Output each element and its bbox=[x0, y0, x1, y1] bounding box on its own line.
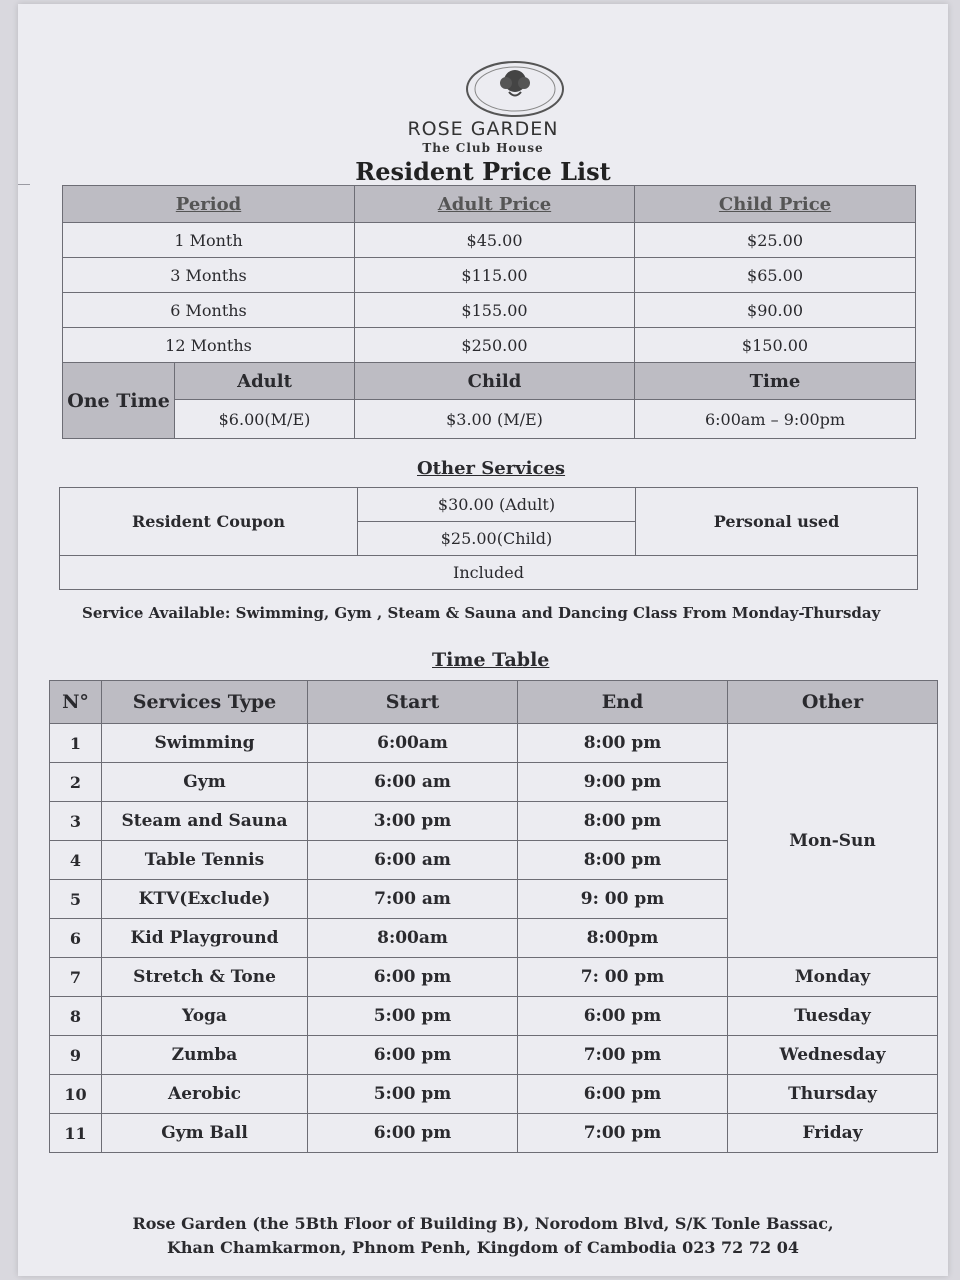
row-number: 3 bbox=[50, 802, 102, 841]
other-day: Wednesday bbox=[728, 1036, 938, 1075]
row-number: 11 bbox=[50, 1114, 102, 1153]
period-cell: 6 Months bbox=[63, 293, 355, 328]
header-end: End bbox=[518, 681, 728, 724]
price-header-row bbox=[63, 186, 916, 223]
included-cell: Included bbox=[60, 556, 918, 590]
header-start: Start bbox=[308, 681, 518, 724]
page-title: Resident Price List bbox=[355, 157, 611, 186]
one-time-adult-header: Adult bbox=[175, 363, 355, 400]
adult-price-cell: $250.00 bbox=[355, 328, 635, 363]
table-row bbox=[50, 1075, 938, 1114]
period-cell: 3 Months bbox=[63, 258, 355, 293]
row-number: 7 bbox=[50, 958, 102, 997]
one-time-time-header: Time bbox=[635, 363, 916, 400]
start-time: 8:00am bbox=[308, 919, 518, 958]
price-row bbox=[63, 258, 916, 293]
start-time: 6:00 am bbox=[308, 763, 518, 802]
start-time: 6:00 pm bbox=[308, 958, 518, 997]
one-time-value-row bbox=[63, 400, 916, 439]
header-number: N° bbox=[50, 681, 102, 724]
table-row bbox=[50, 1036, 938, 1075]
end-time: 8:00pm bbox=[518, 919, 728, 958]
start-time: 6:00 pm bbox=[308, 1114, 518, 1153]
price-row bbox=[63, 328, 916, 363]
header-service-type: Services Type bbox=[102, 681, 308, 724]
one-time-label: One Time bbox=[63, 363, 175, 439]
start-time: 3:00 pm bbox=[308, 802, 518, 841]
row-number: 10 bbox=[50, 1075, 102, 1114]
end-time: 6:00 pm bbox=[518, 1075, 728, 1114]
service-type: Gym Ball bbox=[102, 1114, 308, 1153]
end-time: 6:00 pm bbox=[518, 997, 728, 1036]
price-row bbox=[63, 223, 916, 258]
adult-price-cell: $45.00 bbox=[355, 223, 635, 258]
end-time: 9: 00 pm bbox=[518, 880, 728, 919]
coupon-label: Resident Coupon bbox=[60, 488, 358, 556]
start-time: 5:00 pm bbox=[308, 997, 518, 1036]
start-time: 7:00 am bbox=[308, 880, 518, 919]
timetable bbox=[49, 680, 938, 1153]
coupon-note: Personal used bbox=[636, 488, 918, 556]
service-type: Yoga bbox=[102, 997, 308, 1036]
end-time: 7:00 pm bbox=[518, 1036, 728, 1075]
child-price-cell: $65.00 bbox=[635, 258, 916, 293]
start-time: 6:00am bbox=[308, 724, 518, 763]
other-day: Tuesday bbox=[728, 997, 938, 1036]
adult-price-cell: $115.00 bbox=[355, 258, 635, 293]
rose-logo bbox=[463, 59, 568, 119]
header-other: Other bbox=[728, 681, 938, 724]
timetable-header-row bbox=[50, 681, 938, 724]
row-number: 6 bbox=[50, 919, 102, 958]
other-day: Monday bbox=[728, 958, 938, 997]
start-time: 5:00 pm bbox=[308, 1075, 518, 1114]
coupon-child-price: $25.00(Child) bbox=[358, 522, 636, 556]
price-table bbox=[62, 185, 916, 439]
price-row bbox=[63, 293, 916, 328]
end-time: 9:00 pm bbox=[518, 763, 728, 802]
service-availability: Service Available: Swimming, Gym , Steam & Sauna and Dancing Class From Monday-Thursday bbox=[82, 604, 881, 622]
period-cell: 1 Month bbox=[63, 223, 355, 258]
service-type: Kid Playground bbox=[102, 919, 308, 958]
one-time-hours: 6:00am – 9:00pm bbox=[635, 400, 916, 439]
brand-name: ROSE GARDEN bbox=[407, 118, 559, 140]
period-cell: 12 Months bbox=[63, 328, 355, 363]
end-time: 7:00 pm bbox=[518, 1114, 728, 1153]
included-row bbox=[60, 556, 918, 590]
footer-address-line-1: Rose Garden (the 5Bth Floor of Building B), Norodom Blvd, S/K Tonle Bassac, bbox=[132, 1214, 834, 1233]
row-number: 5 bbox=[50, 880, 102, 919]
service-type: Zumba bbox=[102, 1036, 308, 1075]
service-type: Steam and Sauna bbox=[102, 802, 308, 841]
row-number: 9 bbox=[50, 1036, 102, 1075]
row-number: 8 bbox=[50, 997, 102, 1036]
row-number: 1 bbox=[50, 724, 102, 763]
brand-subtitle: The Club House bbox=[422, 141, 544, 155]
start-time: 6:00 pm bbox=[308, 1036, 518, 1075]
other-day: Friday bbox=[728, 1114, 938, 1153]
table-row bbox=[50, 958, 938, 997]
service-type: Stretch & Tone bbox=[102, 958, 308, 997]
one-time-header-row bbox=[63, 363, 916, 400]
adult-price-cell: $155.00 bbox=[355, 293, 635, 328]
end-time: 7: 00 pm bbox=[518, 958, 728, 997]
coupon-row bbox=[60, 488, 918, 522]
service-type: Aerobic bbox=[102, 1075, 308, 1114]
child-price-cell: $150.00 bbox=[635, 328, 916, 363]
footer-address-line-2: Khan Chamkarmon, Phnom Penh, Kingdom of Cambodia 023 72 72 04 bbox=[167, 1238, 799, 1257]
other-day: Thursday bbox=[728, 1075, 938, 1114]
header-period: Period bbox=[63, 186, 355, 223]
table-row bbox=[50, 724, 938, 763]
end-time: 8:00 pm bbox=[518, 724, 728, 763]
row-number: 2 bbox=[50, 763, 102, 802]
header-adult-price: Adult Price bbox=[355, 186, 635, 223]
end-time: 8:00 pm bbox=[518, 802, 728, 841]
service-type: Table Tennis bbox=[102, 841, 308, 880]
row-number: 4 bbox=[50, 841, 102, 880]
one-time-child-header: Child bbox=[355, 363, 635, 400]
price-list-sheet bbox=[18, 4, 948, 1276]
other-services-table bbox=[59, 487, 918, 590]
service-type: KTV(Exclude) bbox=[102, 880, 308, 919]
start-time: 6:00 am bbox=[308, 841, 518, 880]
service-type: Gym bbox=[102, 763, 308, 802]
end-time: 8:00 pm bbox=[518, 841, 728, 880]
child-price-cell: $25.00 bbox=[635, 223, 916, 258]
one-time-child-price: $3.00 (M/E) bbox=[355, 400, 635, 439]
other-mon-sun: Mon-Sun bbox=[728, 724, 938, 958]
one-time-adult-price: $6.00(M/E) bbox=[175, 400, 355, 439]
service-type: Swimming bbox=[102, 724, 308, 763]
coupon-adult-price: $30.00 (Adult) bbox=[358, 488, 636, 522]
table-row bbox=[50, 1114, 938, 1153]
child-price-cell: $90.00 bbox=[635, 293, 916, 328]
header-child-price: Child Price bbox=[635, 186, 916, 223]
table-row bbox=[50, 997, 938, 1036]
timetable-title: Time Table bbox=[432, 649, 550, 671]
other-services-title: Other Services bbox=[417, 458, 566, 479]
